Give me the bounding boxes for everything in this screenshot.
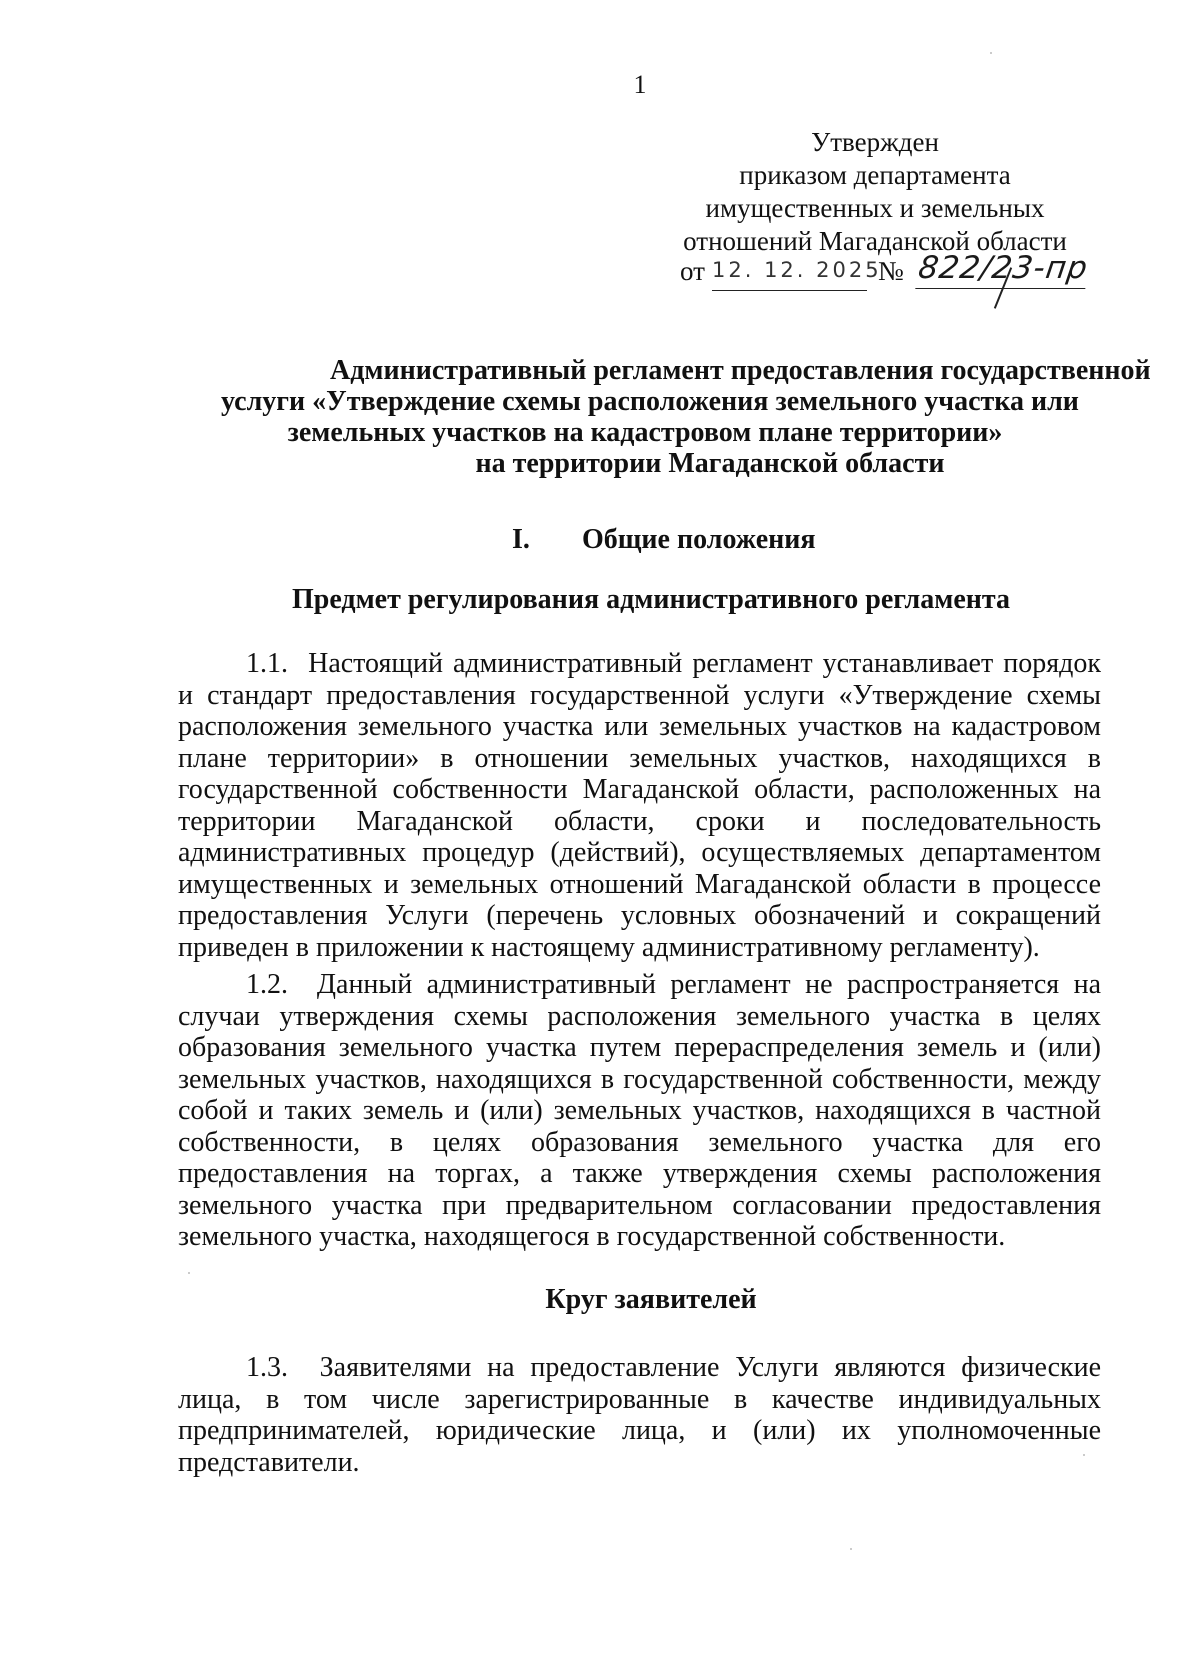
paragraph-number: 1.2.: [246, 969, 288, 1000]
approval-line: приказом департамента: [739, 160, 1011, 190]
approval-reference: [680, 250, 1110, 296]
date-label: от: [680, 256, 705, 286]
section-number: I.: [512, 524, 530, 555]
paragraph-text: Данный административный регламент не распространяется на случаи утверждения схемы расположения земельного участка в целях образования земельного участка путем перераспределения земель и (или) земельных участков, находящихся в государственной собственности, между собой и таких земель и (или) земельных участков, находящихся в частной собственности, в целях образования земельного участка для его предоставления на торгах, а также утверждения схемы расположения земельного участка при предварительном согласовании предоставления земельного участка, находящегося в государственной собственности.: [178, 969, 1101, 1252]
scan-artifact: [850, 1548, 852, 1550]
document-title: [190, 355, 1151, 479]
paragraph-number: 1.3.: [246, 1352, 288, 1383]
section-heading: [512, 524, 816, 556]
approval-line: отношений Магаданской области: [683, 226, 1067, 256]
title-line: земельных участков на кадастровом плане территории»: [287, 417, 1003, 448]
scan-artifact: [990, 52, 992, 54]
approval-stamp: [655, 126, 1095, 258]
paragraph-text: Настоящий административный регламент устанавливает порядок и стандарт предоставления государственной услуги «Утверждение схемы расположения земельного участка или земельных участков на кадастровом плане территории» в отношении земельных участков, находящихся в государственной собственности Магаданской области, расположенных на территории Магаданской области, сроки и последовательность административных процедур (действий), осуществляемых департаментом имущественных и земельных отношений Магаданской области в процессе предоставления Услуги (перечень условных обозначений и сокращений приведен в приложении к настоящему административному регламенту).: [178, 648, 1101, 963]
paragraph-1-2: [178, 969, 1101, 1253]
page-number: 1: [633, 70, 647, 99]
paragraph-1-1: [178, 648, 1101, 963]
scan-artifact: [1083, 1454, 1085, 1456]
scan-artifact: [188, 1272, 190, 1274]
title-line: услуги «Утверждение схемы расположения земельного участка или: [221, 386, 1079, 417]
section-title: Общие положения: [582, 524, 816, 555]
subsection-heading-applicants: Круг заявителей: [545, 1284, 757, 1315]
title-line: Административный регламент предоставления государственной: [330, 355, 1151, 386]
order-date: 12. 12. 2025: [712, 258, 867, 291]
subsection-heading-subject: Предмет регулирования административного регламента: [292, 584, 1010, 615]
paragraph-number: 1.1.: [246, 648, 288, 679]
paragraph-1-3: [178, 1352, 1101, 1478]
number-label: №: [878, 256, 904, 286]
paragraph-text: Заявителями на предоставление Услуги являются физические лица, в том числе зарегистрированные в качестве индивидуальных предпринимателей, юридические лица, и (или) их уполномоченные представители.: [178, 1352, 1102, 1478]
title-line: на территории Магаданской области: [475, 448, 945, 479]
order-number: 822/23-пр: [915, 250, 1090, 289]
approval-line: Утвержден: [811, 127, 939, 157]
approval-line: имущественных и земельных: [705, 193, 1045, 223]
